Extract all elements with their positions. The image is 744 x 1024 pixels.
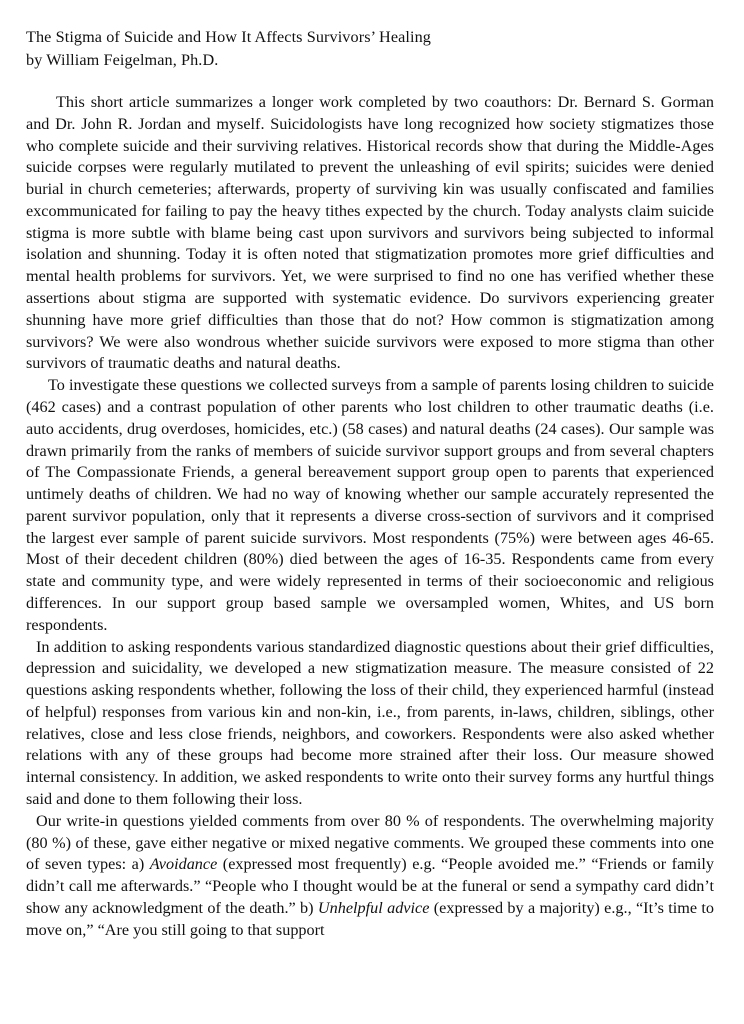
term-unhelpful-advice: Unhelpful advice [317, 898, 430, 917]
paragraph-4-part-1: Our write-in questions yielded comments from over 80 % of respondents. The overwhelming majority (80 %) of these, gave either negative or mixed negative comments. We grouped these comments into one of seven types: a) [26, 811, 714, 874]
paragraph-4 [26, 811, 714, 942]
paragraph-1: This short article summarizes a longer work completed by two coauthors: Dr. Bernard S. Gorman and Dr. John R. Jordan and myself. Suicidologists have long recognized how society stigmatizes those who complete suicide and their surviving relatives. Historical records show that during the Middle-Ages suicide corpses were regularly mutilated to prevent the unleashing of evil spirits; suicides were denied burial in church cemeteries; afterwards, property of surviving kin was usually confiscated and families excommunicated for failing to pay the heavy tithes expected by the church. Today analysts claim suicide stigma is more subtle with blame being cast upon survivors and survivors being subjected to informal isolation and shunning. Today it is often noted that stigmatization promotes more grief difficulties and mental health problems for survivors. Yet, we were surprised to find no one has verified whether these assertions about stigma are supported with systematic evidence. Do survivors experiencing greater shunning have more grief difficulties than those that do not? How common is stigmatization among survivors? We were also wondrous whether suicide survivors were exposed to more stigma than other survivors of traumatic deaths and natural deaths. [26, 93, 714, 373]
document-title: The Stigma of Suicide and How It Affects Survivors’ Healing [26, 28, 431, 46]
paragraph-4-part-2: (expressed most frequently) e.g. “People avoided me.” “Friends or family didn’t call me afterwards.” “People who I thought would be at the funeral or send a sympathy card didn’t show any acknowledgment of the death.” b) [26, 855, 714, 917]
paragraph-4-part-3: (expressed by a majority) e.g., “It’s time to move on,” “Are you still going to that support [26, 898, 715, 939]
term-avoidance: Avoidance [149, 855, 218, 874]
paragraph-3: In addition to asking respondents various standardized diagnostic questions about their grief difficulties, depression and suicidality, we developed a new stigmatization measure. The measure consisted of 22 questions asking respondents whether, following the loss of their child, they experienced harmful (instead of helpful) responses from various kin and non-kin, i.e., from parents, in-laws, children, siblings, other relatives, close and less close friends, neighbors, and coworkers. Respondents were also asked whether relations with any of these groups had become more strained after their loss. Our measure showed internal consistency. In addition, we asked respondents to write onto their survey forms any hurtful things said and done to them following their loss. [26, 637, 714, 808]
paragraph-2: To investigate these questions we collected surveys from a sample of parents losing children to suicide (462 cases) and a contrast population of other parents who lost children to other traumatic deaths (i.e. auto accidents, drug overdoses, homicides, etc.) (58 cases) and natural deaths (24 cases). Our sample was drawn primarily from the ranks of members of suicide survivor support groups and from several chapters of The Compassionate Friends, a general bereavement support group open to parents that experienced untimely deaths of children. We had no way of knowing whether our sample accurately represented the parent survivor population, only that it represents a diverse cross-section of survivors and it comprised the largest ever sample of parent suicide survivors. Most respondents (75%) were between ages 46-65. Most of their decedent children (80%) died between the ages of 16-35. Respondents came from every state and community type, and were widely represented in terms of their socioeconomic and religious differences. In our support group based sample we oversampled women, Whites, and US born respondents. [26, 376, 714, 634]
document-title-block [26, 26, 714, 72]
document-author: by William Feigelman, Ph.D. [26, 51, 219, 69]
